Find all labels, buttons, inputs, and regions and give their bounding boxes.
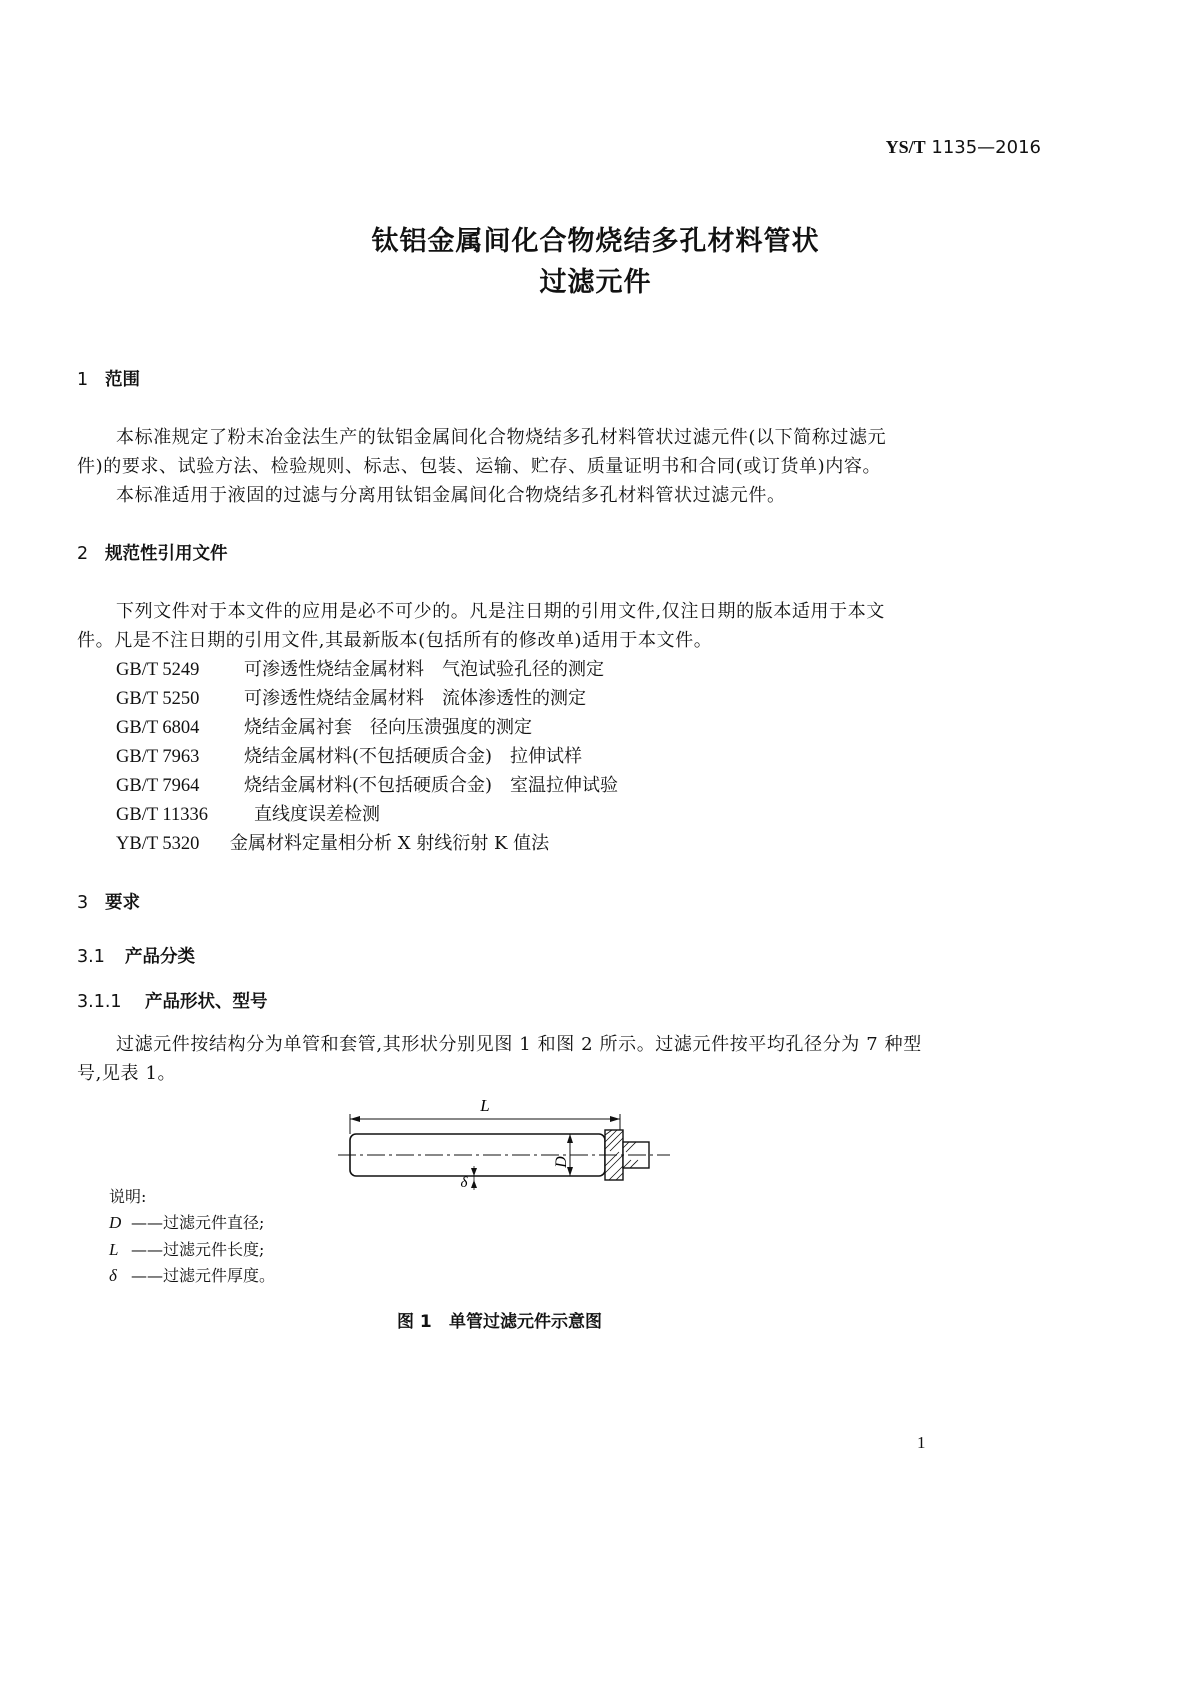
reference-item: YB/T 5320 金属材料定量相分析 X 射线衍射 K 值法 [116,833,550,854]
section-1-para1-line1: 本标准规定了粉末冶金法生产的钛铝金属间化合物烧结多孔材料管状过滤元件(以下简称过滤元 [116,427,887,448]
section-title: 规范性引用文件 [105,544,228,564]
section-title: 产品分类 [125,947,195,967]
section-1-para1-line2: 件)的要求、试验方法、检验规则、标志、包装、运输、贮存、质量证明书和合同(或订货单)内容。 [77,456,882,477]
figure-legend-item: D ——过滤元件直径; [109,1213,265,1232]
section-3-1-1-heading [77,988,268,1013]
arrow-right-icon [610,1116,620,1122]
reference-item: GB/T 11336 直线度误差检测 [116,804,380,825]
single-tube-filter-diagram [330,1090,690,1190]
figure-caption [397,1307,602,1332]
section-2-para1-line2: 件。凡是不注日期的引用文件,其最新版本(包括所有的修改单)适用于本文件。 [77,630,713,651]
page-number: 1 [917,1433,926,1452]
dimension-L-label: L [480,1096,490,1115]
reference-item: GB/T 6804 烧结金属衬套 径向压溃强度的测定 [116,717,532,738]
section-number: 3.1.1 [77,992,122,1012]
figure-caption-text: 单管过滤元件示意图 [449,1312,602,1332]
section-number: 3.1 [77,947,105,967]
section-title: 产品形状、型号 [145,992,268,1012]
reference-item: GB/T 5249 可渗透性烧结金属材料 气泡试验孔径的测定 [116,659,604,680]
section-2-heading [77,540,228,565]
document-title-line2: 过滤元件 [539,267,652,298]
arrow-left-icon [350,1116,360,1122]
dimension-delta-label: δ [460,1175,468,1190]
section-3-1-heading [77,943,195,968]
section-2-para1-line1: 下列文件对于本文件的应用是必不可少的。凡是注日期的引用文件,仅注日期的版本适用于本文 [116,601,885,622]
reference-item: GB/T 7963 烧结金属材料(不包括硬质合金) 拉伸试样 [116,746,583,767]
section-number: 1 [77,370,89,390]
section-3-para1-line1: 过滤元件按结构分为单管和套管,其形状分别见图 1 和图 2 所示。过滤元件按平均孔径分为 7 种型 [116,1034,922,1055]
document-title-line1: 钛铝金属间化合物烧结多孔材料管状 [371,226,820,257]
figure-legend-title: 说明: [109,1187,147,1206]
reference-item: GB/T 7964 烧结金属材料(不包括硬质合金) 室温拉伸试验 [116,775,619,796]
standard-number-header [886,137,1041,158]
section-1-para2: 本标准适用于液固的过滤与分离用钛铝金属间化合物烧结多孔材料管状过滤元件。 [116,485,786,506]
section-number: 3 [77,893,89,913]
section-1-heading [77,366,140,391]
section-number: 2 [77,544,89,564]
section-title: 要求 [105,893,140,913]
dimension-D-label: D [553,1156,570,1168]
figure-legend-item: δ ——过滤元件厚度。 [109,1266,276,1285]
standard-prefix: YS/T [885,137,926,157]
figure-legend-item: L ——过滤元件长度; [109,1240,265,1259]
section-title: 范围 [105,370,140,390]
section-3-para1-line2: 号,见表 1。 [77,1063,177,1084]
standard-code: 1135—2016 [931,137,1041,158]
reference-item: GB/T 5250 可渗透性烧结金属材料 流体渗透性的测定 [116,688,586,709]
section-3-heading [77,889,140,914]
figure-label: 图 1 [397,1312,432,1332]
